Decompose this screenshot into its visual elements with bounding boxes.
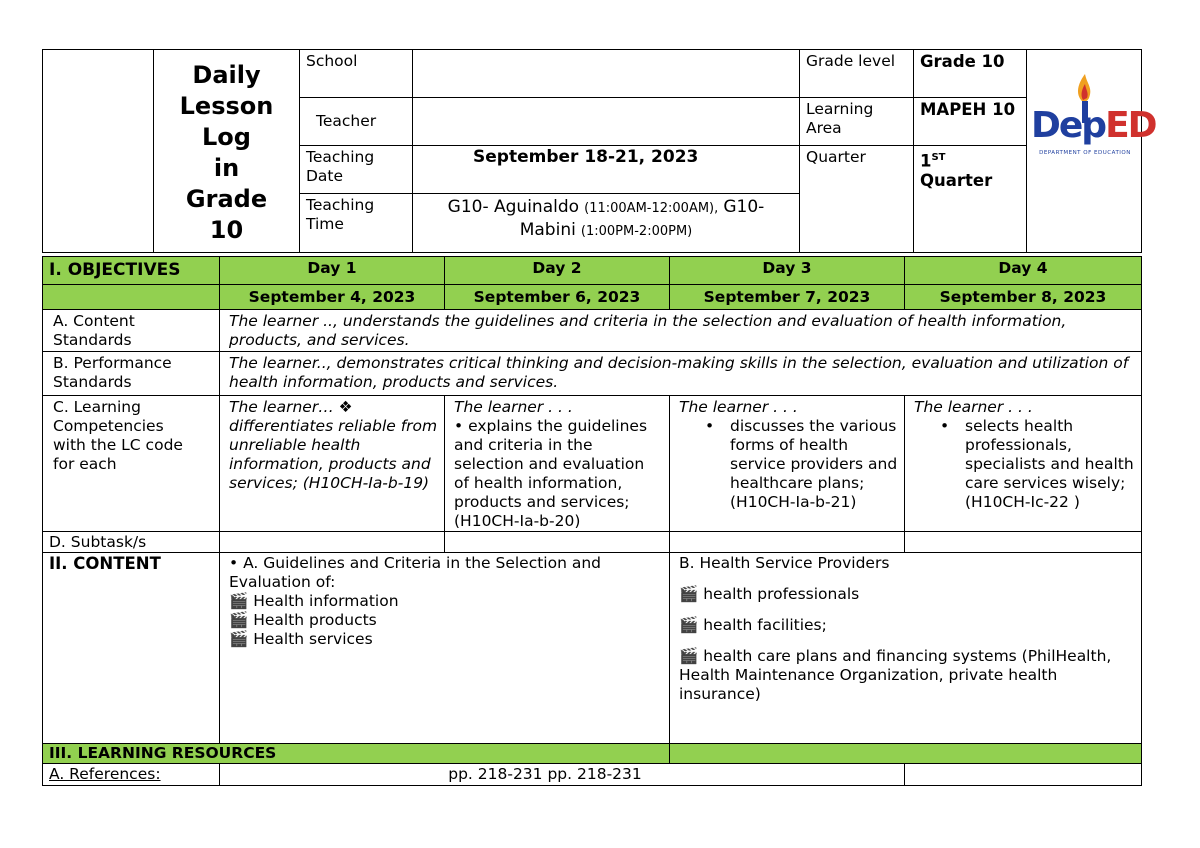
competency-bullet-item — [914, 417, 1135, 512]
grade-level-value: Grade 10 — [913, 49, 1027, 98]
competency-intro: The learner . . . — [679, 398, 798, 416]
content-item-text: Health information — [253, 592, 399, 610]
content-standards-text: The learner .., understands the guidelines and criteria in the selection and evaluation of health information, products, and services. — [219, 309, 1142, 352]
subtasks-label: D. Subtask/s — [42, 531, 220, 553]
content-heading: B. Health Service Providers — [679, 554, 890, 572]
grade-level-label: Grade level — [799, 49, 914, 98]
learning-area-label: Learning Area — [799, 97, 914, 146]
logo-cell — [1026, 49, 1156, 253]
teacher-label: Teacher — [299, 97, 413, 146]
competency-bullet-item — [679, 417, 898, 512]
day-header: Day 1 — [219, 256, 445, 285]
content-list-item — [229, 592, 663, 611]
title-line: Grade — [185, 185, 268, 213]
bullet-icon: • — [940, 417, 950, 435]
day-header: Day 2 — [444, 256, 670, 285]
subtask-day3[interactable] — [669, 531, 905, 553]
clapper-icon: 🎬 — [229, 630, 254, 648]
day-date: September 6, 2023 — [444, 284, 670, 310]
day-date: September 8, 2023 — [904, 284, 1142, 310]
clapper-icon: 🎬 — [679, 647, 704, 665]
content-item-text: Health services — [253, 630, 373, 648]
logo-wordmark: DepED — [1031, 105, 1156, 146]
content-list-item — [679, 647, 1135, 704]
objectives-label: I. OBJECTIVES — [42, 256, 220, 285]
content-label: II. CONTENT — [42, 552, 220, 744]
content-list-item — [229, 611, 663, 630]
content-item-text: health facilities; — [703, 616, 827, 634]
title-line: 10 — [209, 216, 244, 244]
teacher-value[interactable] — [412, 97, 800, 146]
content-left — [219, 552, 670, 744]
day-header: Day 4 — [904, 256, 1142, 285]
clapper-icon: 🎬 — [679, 585, 704, 603]
school-value[interactable] — [412, 49, 800, 98]
day-date: September 4, 2023 — [219, 284, 445, 310]
content-item-text: health professionals — [703, 585, 860, 603]
content-item-text: health care plans and financing systems (PhilHealth, Health Maintenance Organization, private health insurance) — [679, 647, 1112, 703]
references-day4[interactable] — [904, 763, 1142, 786]
learning-area-value: MAPEH 10 — [913, 97, 1027, 146]
title-cell — [153, 49, 300, 253]
clapper-icon: 🎬 — [679, 616, 704, 634]
references-label: A. References: — [42, 763, 220, 786]
teaching-time-sched-b: (1:00PM-2:00PM) — [580, 224, 693, 239]
content-list-item — [229, 630, 663, 649]
subtask-day1[interactable] — [219, 531, 445, 553]
clapper-icon: 🎬 — [229, 611, 254, 629]
competency-text: discusses the various forms of health service providers and healthcare plans; (H10CH-Ia-b-21) — [730, 417, 898, 511]
title-line: Daily — [192, 61, 261, 89]
competency-intro: The learner . . . — [454, 398, 573, 416]
day-header: Day 3 — [669, 256, 905, 285]
teaching-time-section-a: G10- Aguinaldo — [447, 197, 580, 217]
teaching-time-section-b: G10- Mabini — [519, 197, 765, 240]
competency-day1: The learner… ❖ differentiates reliable from unreliable health information, products and services; (H10CH-Ia-b-19) — [219, 395, 445, 532]
title-line: in — [213, 154, 240, 182]
performance-standards-label: B. Performance Standards — [42, 351, 220, 396]
content-heading: • A. Guidelines and Criteria in the Selection and Evaluation of: — [229, 554, 601, 591]
title-line: Log — [202, 123, 251, 151]
competency-intro: The learner . . . — [914, 398, 1033, 416]
teaching-time-sched-a: (11:00AM-12:00AM), — [584, 201, 719, 216]
quarter-value — [913, 145, 1027, 253]
title-line: Lesson — [179, 92, 274, 120]
page-title — [154, 50, 299, 246]
content-right — [669, 552, 1142, 744]
quarter-word: Quarter — [920, 170, 993, 190]
learning-resources-fill — [669, 743, 1142, 764]
subtask-day4[interactable] — [904, 531, 1142, 553]
teaching-date-value: September 18-21, 2023 — [412, 145, 800, 194]
competency-text: selects health professionals, specialists and health care services wisely; (H10CH-Ic-22 ) — [965, 417, 1134, 511]
quarter-superscript: ST — [931, 152, 946, 163]
content-list-item — [679, 585, 1135, 604]
day-date: September 7, 2023 — [669, 284, 905, 310]
competency-day4 — [904, 395, 1142, 532]
teaching-time-label: Teaching Time — [299, 193, 413, 253]
content-item-text: Health products — [253, 611, 377, 629]
dates-blank-cell — [42, 284, 220, 310]
competency-text: • explains the guidelines and criteria in the selection and evaluation of health information, products and services; (H10CH-Ia-b-20) — [454, 417, 648, 530]
deped-logo — [1031, 70, 1156, 160]
learning-resources-label: III. LEARNING RESOURCES — [42, 743, 670, 764]
performance-standards-text: The learner.., demonstrates critical thinking and decision-making skills in the selection, evaluation and utilization of health information, products and services. — [219, 351, 1142, 396]
quarter-label: Quarter — [799, 145, 914, 253]
clapper-icon: 🎬 — [229, 592, 254, 610]
logo-subtext: DEPARTMENT OF EDUCATION — [1039, 150, 1131, 156]
competency-day3 — [669, 395, 905, 532]
references-value: pp. 218-231 pp. 218-231 — [219, 763, 905, 786]
quarter-number: 1 — [920, 151, 932, 171]
bullet-icon: • — [705, 417, 715, 435]
teaching-date-label: Teaching Date — [299, 145, 413, 194]
content-list-item — [679, 616, 1135, 635]
school-label: School — [299, 49, 413, 98]
header-blank-cell — [42, 49, 154, 253]
teaching-time-value — [412, 193, 800, 253]
competencies-label: C. Learning Competencies with the LC code for each — [42, 395, 220, 532]
subtask-day2[interactable] — [444, 531, 670, 553]
content-standards-label: A. Content Standards — [42, 309, 220, 352]
competency-day2 — [444, 395, 670, 532]
